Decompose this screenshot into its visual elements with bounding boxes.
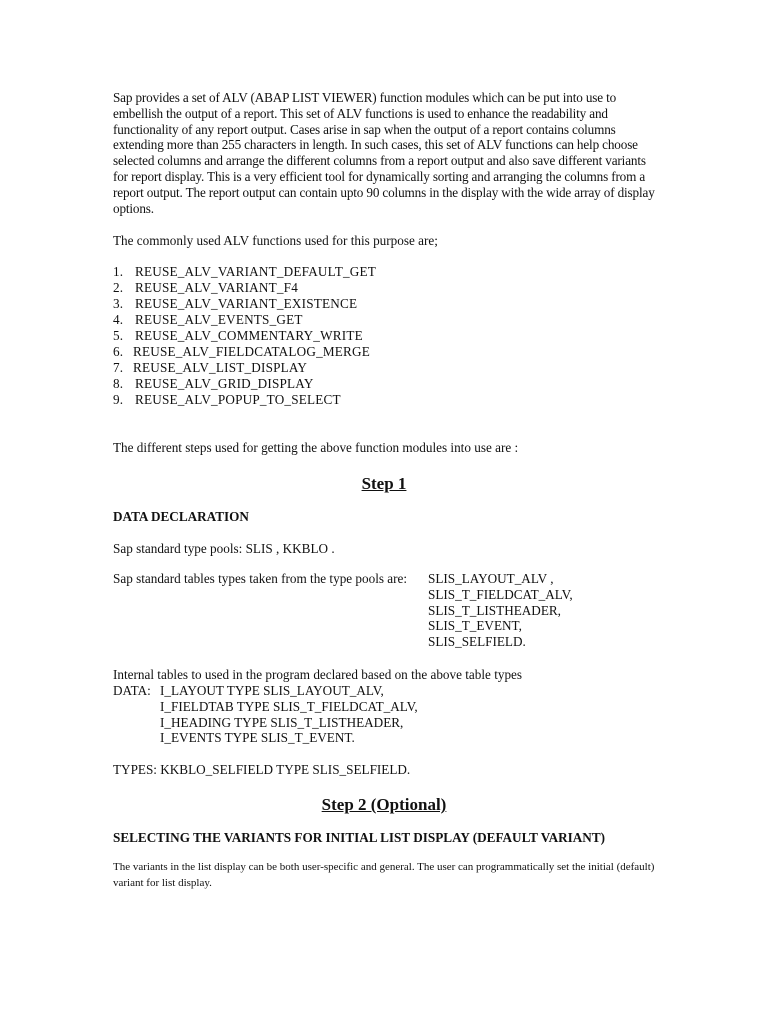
list-item: SLIS_LAYOUT_ALV , <box>428 571 554 586</box>
table-types-list <box>428 571 573 650</box>
list-item: 6. REUSE_ALV_FIELDCATALOG_MERGE <box>113 344 371 359</box>
list-item: I_EVENTS TYPE SLIS_T_EVENT. <box>160 730 355 746</box>
list-item: 5. REUSE_ALV_COMMENTARY_WRITE <box>113 328 363 343</box>
list-item: I_FIELDTAB TYPE SLIS_T_FIELDCAT_ALV, <box>160 698 418 714</box>
step-2-heading: Step 2 (Optional) <box>321 795 447 814</box>
list-item: 7. REUSE_ALV_LIST_DISPLAY <box>113 360 308 375</box>
list-item: I_HEADING TYPE SLIS_T_LISTHEADER, <box>160 714 404 730</box>
steps-intro: The different steps used for getting the above function modules into use are : <box>113 440 519 455</box>
data-label: DATA: <box>113 683 151 698</box>
types-line: TYPES: KKBLO_SELFIELD TYPE SLIS_SELFIELD. <box>113 762 411 777</box>
list-item: I_LAYOUT TYPE SLIS_LAYOUT_ALV, <box>160 683 384 698</box>
step-1-heading: Step 1 <box>361 474 407 493</box>
function-list <box>113 264 376 408</box>
list-item: SLIS_SELFIELD. <box>428 634 526 650</box>
step-2-subtitle: SELECTING THE VARIANTS FOR INITIAL LIST DISPLAY (DEFAULT VARIANT) <box>113 830 606 845</box>
step-1-subtitle: DATA DECLARATION <box>113 509 249 524</box>
type-pools-line: Sap standard type pools: SLIS , KKBLO . <box>113 541 335 556</box>
intro-paragraph: Sap provides a set of ALV (ABAP LIST VIEWER) function modules which can be put into use to embellish the output of a report. This set of ALV functions is used to enhance the readability and functionality of any report output. Cases arise in sap when the output of a report contains columns extending more than 255 characters in length. In such cases, this set of ALV functions can help choose selected columns and arrange the different columns from a report output and also save different variants for report display. This is a very efficient tool for dynamically sorting and arranging the columns from a report output. The report output can contain upto 90 columns in the display with the wide array of display options. <box>113 90 655 216</box>
list-item: SLIS_T_LISTHEADER, <box>428 602 561 618</box>
data-declaration-list <box>160 683 418 746</box>
list-item: SLIS_T_EVENT, <box>428 618 522 634</box>
list-item: 1. REUSE_ALV_VARIANT_DEFAULT_GET <box>113 264 376 279</box>
list-item: 9. REUSE_ALV_POPUP_TO_SELECT <box>113 392 341 407</box>
table-types-label: Sap standard tables types taken from the type pools are: <box>113 571 408 586</box>
list-item: SLIS_T_FIELDCAT_ALV, <box>428 586 573 602</box>
list-item: 4. REUSE_ALV_EVENTS_GET <box>113 312 303 327</box>
list-item: 3. REUSE_ALV_VARIANT_EXISTENCE <box>113 296 358 311</box>
list-item: 8. REUSE_ALV_GRID_DISPLAY <box>113 376 314 391</box>
internal-tables-intro: Internal tables to used in the program declared based on the above table types <box>113 667 523 682</box>
list-item: 2. REUSE_ALV_VARIANT_F4 <box>113 280 299 295</box>
functions-intro: The commonly used ALV functions used for this purpose are; <box>113 233 438 248</box>
step-2-body: The variants in the list display can be both user-specific and general. The user can programmatically set the initial (default) variant for list display. <box>113 861 655 889</box>
